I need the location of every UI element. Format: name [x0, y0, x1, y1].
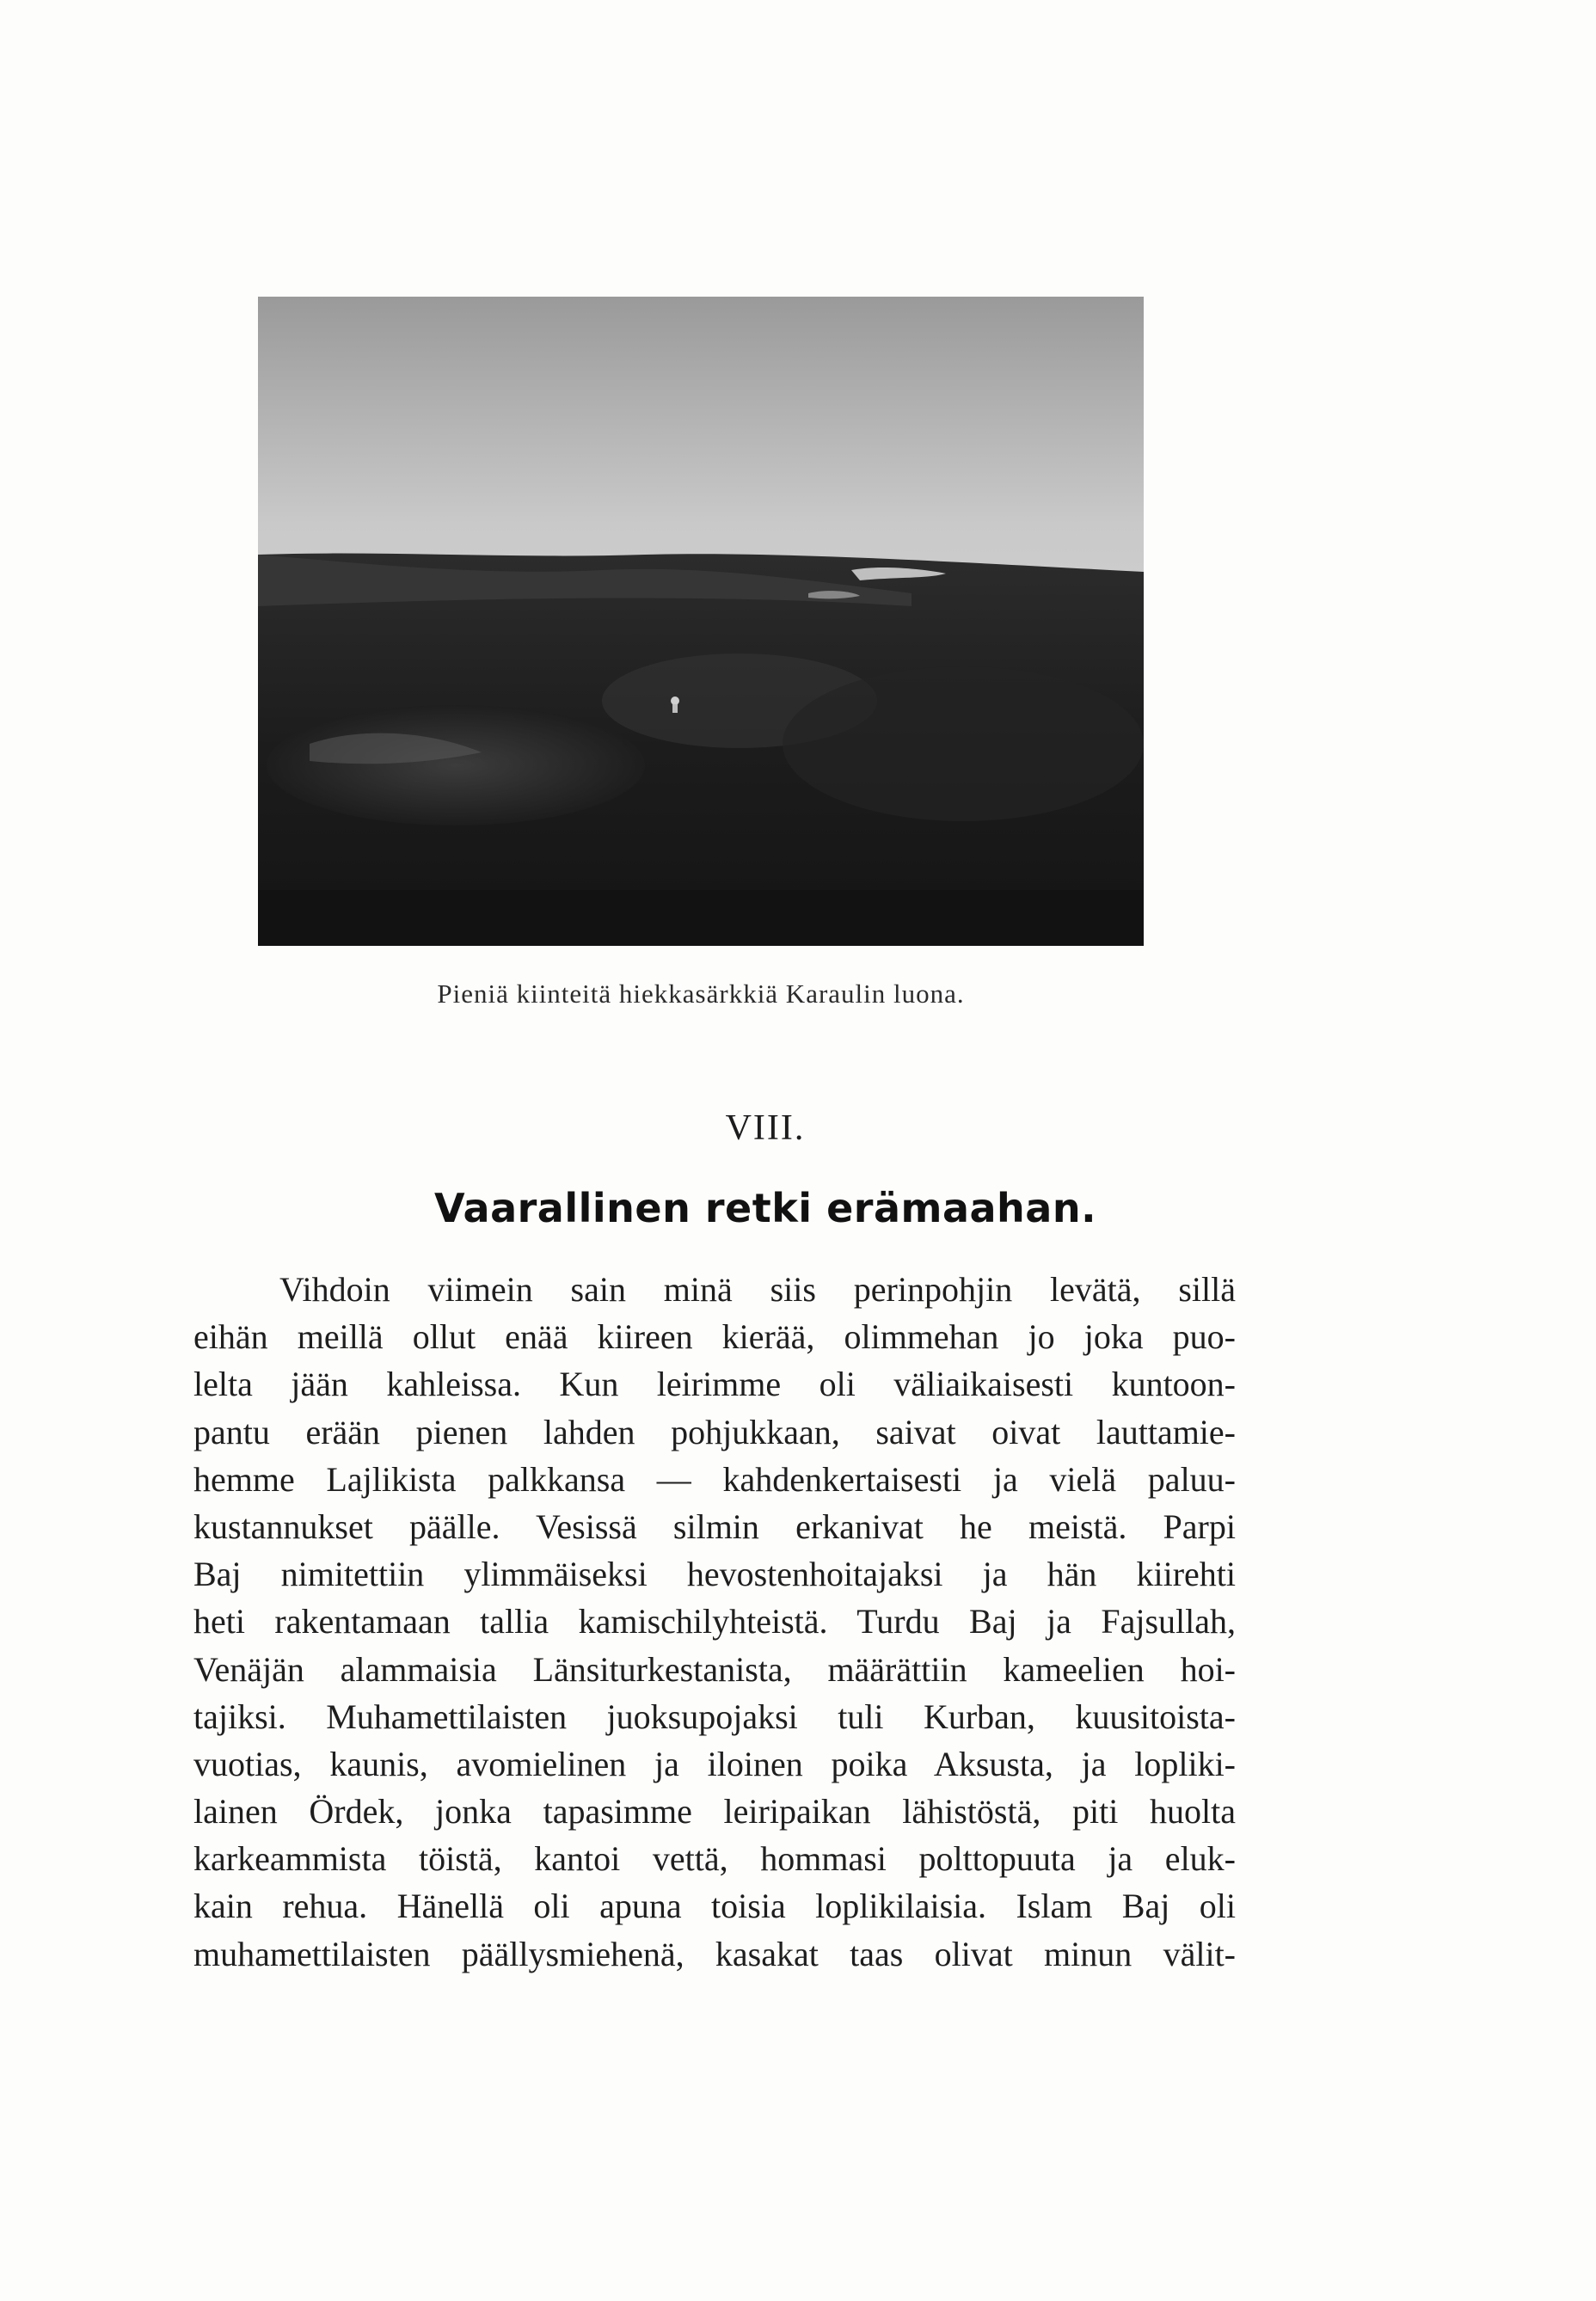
text-line: kustannukset päälle. Vesissä silmin erkanivat he meistä. Parpi [193, 1506, 1236, 1546]
text-line: pantu erään pienen lahden pohjukkaan, saivat oivat lauttamie- [193, 1412, 1236, 1451]
text-line: eihän meillä ollut enää kiireen kierää, olimmehan jo joka puo- [193, 1317, 1236, 1357]
chapter-number: VIII. [725, 1108, 806, 1148]
text-line: Baj nimitettiin ylimmäiseksi hevostenhoitajaksi ja hän kiirehti [193, 1555, 1236, 1594]
sand-dunes-photo-image [258, 297, 1144, 946]
text-line: lainen Ördek, jonka tapasimme leiripaikan lähistöstä, piti huolta [193, 1792, 1236, 1832]
text-line: muhamettilaisten päällysmiehenä, kasakat taas olivat minun välit- [193, 1934, 1236, 1973]
text-line: kain rehua. Hänellä oli apuna toisia loplikilaisia. Islam Baj oli [193, 1887, 1236, 1926]
text-line: tajiksi. Muhamettilaisten juoksupojaksi tuli Kurban, kuusitoista- [193, 1697, 1236, 1736]
photo-caption: Pieniä kiinteitä hiekkasärkkiä Karaulin luona. [437, 979, 965, 1009]
landscape-photograph [258, 297, 1144, 946]
text-line: karkeammista töistä, kantoi vettä, hommasi polttopuuta ja eluk- [193, 1839, 1236, 1879]
text-line: Vihdoin viimein sain minä siis perinpohjin levätä, sillä [279, 1270, 1236, 1309]
text-line: vuotias, kaunis, avomielinen ja iloinen poika Aksusta, ja lopliki- [193, 1744, 1236, 1783]
text-line: lelta jään kahleissa. Kun leirimme oli väliaikaisesti kuntoon- [193, 1365, 1236, 1404]
body-paragraph [193, 1266, 1236, 1978]
text-line: hemme Lajlikista palkkansa — kahdenkertaisesti ja vielä paluu- [193, 1459, 1236, 1499]
text-line: heti rakentamaan tallia kamischilyhteistä. Turdu Baj ja Fajsullah, [193, 1602, 1236, 1641]
text-line: Venäjän alammaisia Länsiturkestanista, määrättiin kameelien hoi- [193, 1649, 1236, 1689]
chapter-title: Vaarallinen retki erämaahan. [433, 1185, 1097, 1231]
